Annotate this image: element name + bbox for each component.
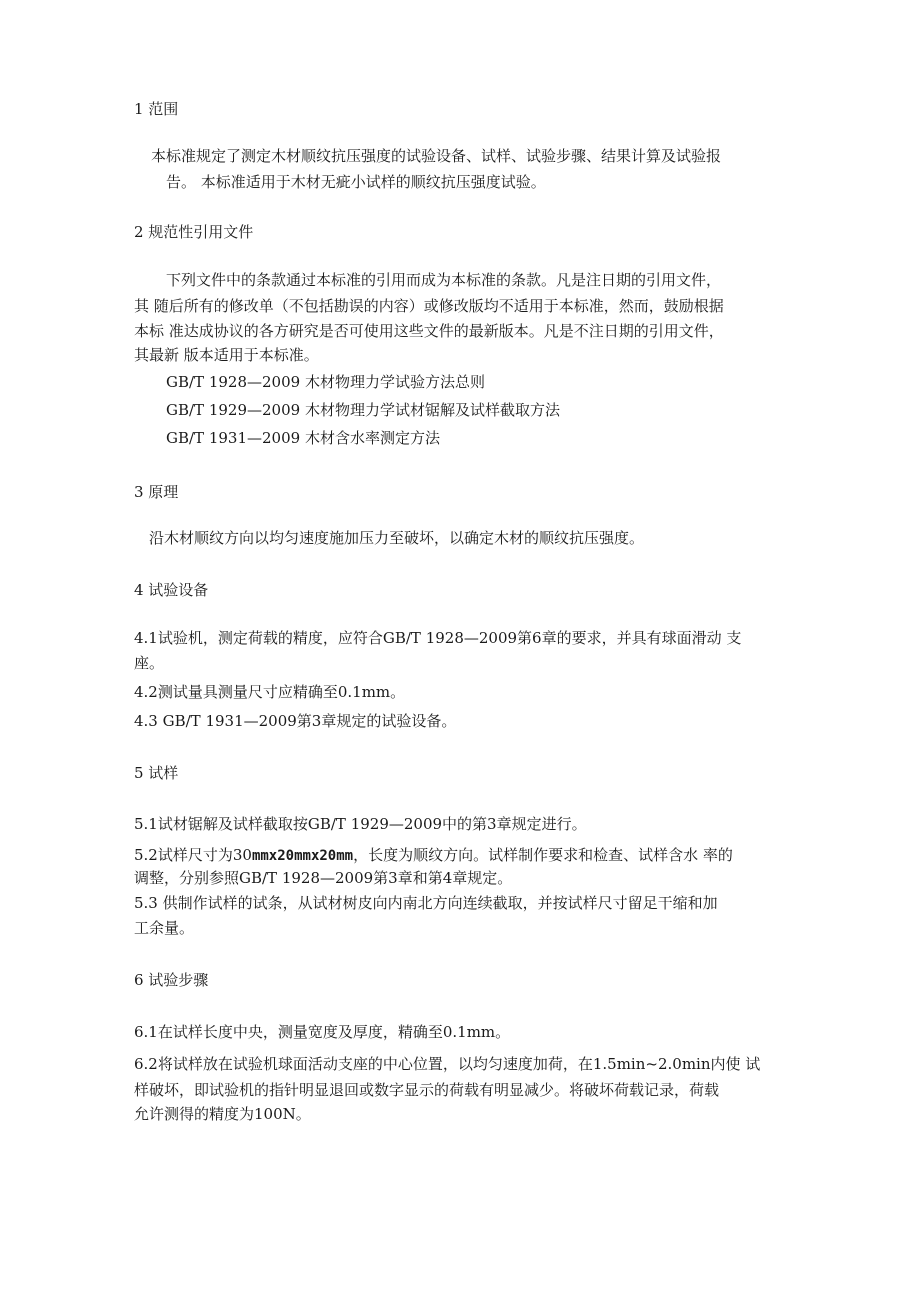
section-2-heading: 2 规范性引用文件 [134, 223, 254, 241]
item-5-2-line-2: 调整，分别参照GB/T 1928—2009第3章和第4章规定。 [134, 869, 513, 887]
section-2-paragraph-line-2: 其 随后所有的修改单（不包括勘误的内容）或修改版均不适用于本标准，然而，鼓励根据 [134, 297, 724, 315]
reference-item: GB/T 1929—2009 木材物理力学试材锯解及试样截取方法 [166, 401, 560, 419]
item-5-2-prefix: 5.2试样尺寸为30 [134, 846, 252, 864]
item-4-1-line-2: 座。 [134, 654, 165, 672]
section-4-heading: 4 试验设备 [134, 581, 209, 599]
section-3-paragraph: 沿木材顺纹方向以均匀速度施加压力至破坏，以确定木材的顺纹抗压强度。 [149, 529, 645, 547]
item-6-2-line-2: 样破坏，即试验机的指针明显退回或数字显示的荷载有明显减少。将破坏荷载记录，荷载 [134, 1081, 720, 1099]
section-2-paragraph-line-1: 下列文件中的条款通过本标准的引用而成为本标准的条款。凡是注日期的引用文件， [166, 271, 722, 289]
section-6-heading: 6 试验步骤 [134, 971, 209, 989]
section-5-heading: 5 试样 [134, 764, 179, 782]
item-4-1-line-1: 4.1试验机，测定荷载的精度，应符合GB/T 1928—2009第6章的要求，并具有球面滑动 支 [134, 629, 742, 647]
item-4-2: 4.2测试量具测量尺寸应精确至0.1mm。 [134, 683, 406, 701]
section-2-paragraph-line-4: 其最新 版本适用于本标准。 [134, 346, 319, 364]
section-1-paragraph-line-2: 告。 本标准适用于木材无疵小试样的顺纹抗压强度试验。 [166, 173, 546, 191]
item-5-2-dimensions: mmx20mmx20mm [251, 848, 354, 864]
item-4-3: 4.3 GB/T 1931—2009第3章规定的试验设备。 [134, 712, 457, 730]
section-1-paragraph-line-1: 本标准规定了测定木材顺纹抗压强度的试验设备、试样、试验步骤、结果计算及试验报 [151, 147, 722, 165]
section-1-heading: 1 范围 [134, 100, 179, 118]
item-6-2-line-1: 6.2将试样放在试验机球面活动支座的中心位置，以均匀速度加荷，在1.5min~2.0min内使 试 [134, 1055, 761, 1073]
item-6-1: 6.1在试样长度中央，测量宽度及厚度，精确至0.1mm。 [134, 1023, 511, 1041]
item-5-2-suffix: ，长度为顺纹方向。试样制作要求和检查、试样含水 率的 [353, 846, 733, 864]
item-5-1: 5.1试材锯解及试样截取按GB/T 1929—2009中的第3章规定进行。 [134, 815, 587, 833]
section-3-heading: 3 原理 [134, 483, 179, 501]
reference-item: GB/T 1931—2009 木材含水率测定方法 [166, 429, 440, 447]
item-5-3-line-1: 5.3 供制作试样的试条，从试材树皮向内南北方向连续截取，并按试样尺寸留足干缩和加 [134, 894, 718, 912]
section-2-paragraph-line-3: 本标 准达成协议的各方研究是否可使用这些文件的最新版本。凡是不注日期的引用文件， [134, 322, 724, 340]
item-5-3-line-2: 工余量。 [134, 919, 195, 937]
item-5-2-line-1 [134, 845, 733, 866]
reference-item: GB/T 1928—2009 木材物理力学试验方法总则 [166, 373, 485, 391]
item-6-2-line-3: 允许测得的精度为100N。 [134, 1105, 311, 1123]
